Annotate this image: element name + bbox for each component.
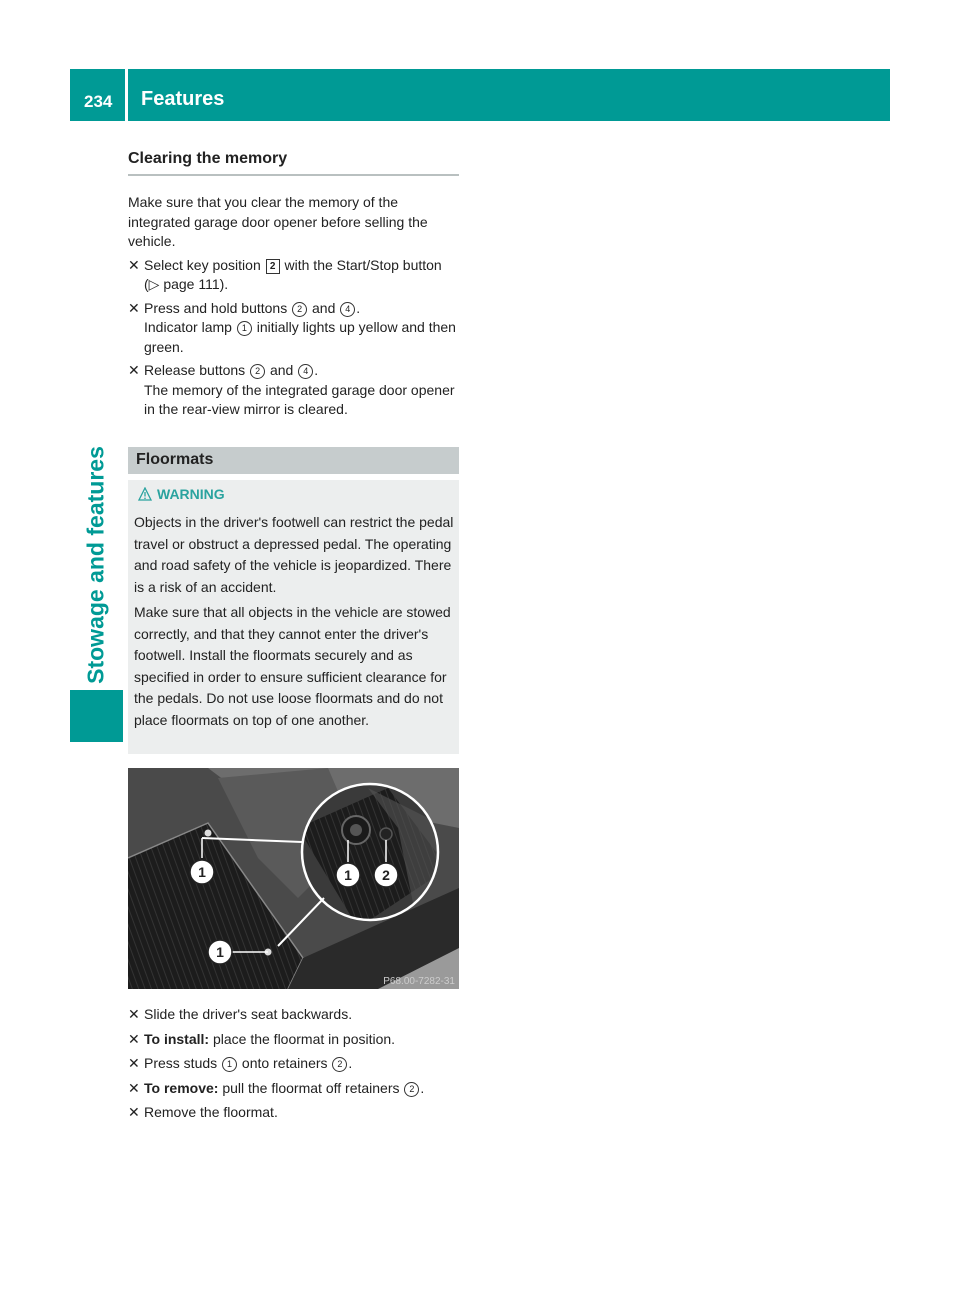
callout-icon: 2 [250,364,265,379]
svg-text:1: 1 [198,864,206,880]
floormats-section-header [128,447,459,474]
floormat-step-2: ✕ To install: place the floormat in position. [128,1030,473,1050]
step-arrow-icon: ✕ [128,1006,140,1022]
callout-icon: 1 [222,1057,237,1072]
floormat-step-1: ✕ Slide the driver's seat backwards. [128,1005,473,1025]
warning-paragraph-1: Objects in the driver's footwell can restrict the pedal travel or obstruct a depressed pedal. The operating and road safety of the vehicle is jeopardized. There is a risk of an accident. [134,514,454,595]
chapter-title: Features [141,88,225,110]
memory-intro: Make sure that you clear the memory of the integrated garage door opener before selling the vehicle. [128,194,428,249]
memory-step-2: ✕ Press and hold buttons 2 and 4 . Indicator lamp 1 initially lights up yellow and then green. [128,299,456,355]
step-arrow-icon: ✕ [128,362,140,378]
callout-icon: 2 [292,302,307,317]
callout-icon: 4 [340,302,355,317]
callout-icon: 2 [332,1057,347,1072]
step-arrow-icon: ✕ [128,1055,140,1071]
callout-icon: 1 [237,321,252,336]
warning-text [134,512,454,735]
memory-step-3: ✕ Release buttons 2 and 4 . The memory of the integrated garage door opener in the rear-view mirror is cleared. [128,362,455,417]
side-tab-block [70,690,123,742]
floormat-step-4: ✕ To remove: pull the floormat off retainers 2 . [128,1079,473,1099]
warning-triangle-icon [138,487,152,501]
step-arrow-icon: ✕ [128,1030,140,1047]
image-code: P68.00-7282-31 [383,976,455,987]
svg-text:1: 1 [216,944,224,960]
header-divider [125,69,128,121]
step-arrow-icon: ✕ [128,299,140,316]
side-section-label: Stowage and features [82,446,109,684]
warning-heading: WARNING [140,486,225,502]
memory-step-1: ✕ Select key position 2 with the Start/Stop button (▷ page 111). [128,256,442,292]
svg-text:2: 2 [382,867,390,883]
memory-section-title: Clearing the memory [128,150,459,176]
callout-icon: 2 [404,1082,419,1097]
warning-box [128,480,459,754]
floormats-title: Floormats [136,451,214,468]
memory-section [128,150,459,420]
warning-paragraph-2: Make sure that all objects in the vehicle are stowed correctly, and that they cannot enter the driver's footwell. Install the floormats securely and as specified in order to ensure sufficient clearance for the pedals. Do not use loose floormats and do not place floormats on top of one another. [134,604,451,728]
floormat-step-5: ✕ Remove the floormat. [128,1103,473,1123]
step-arrow-icon: ✕ [128,256,140,273]
svg-text:1: 1 [344,867,352,883]
key-position-icon: 2 [266,259,280,274]
floormat-illustration [128,768,459,989]
step-arrow-icon: ✕ [128,1104,140,1120]
step-arrow-icon: ✕ [128,1079,140,1096]
floormat-step-3: ✕ Press studs 1 onto retainers 2 . [128,1054,473,1074]
callout-icon: 4 [298,364,313,379]
page-number: 234 [84,92,113,111]
floormat-steps [128,1000,473,1123]
